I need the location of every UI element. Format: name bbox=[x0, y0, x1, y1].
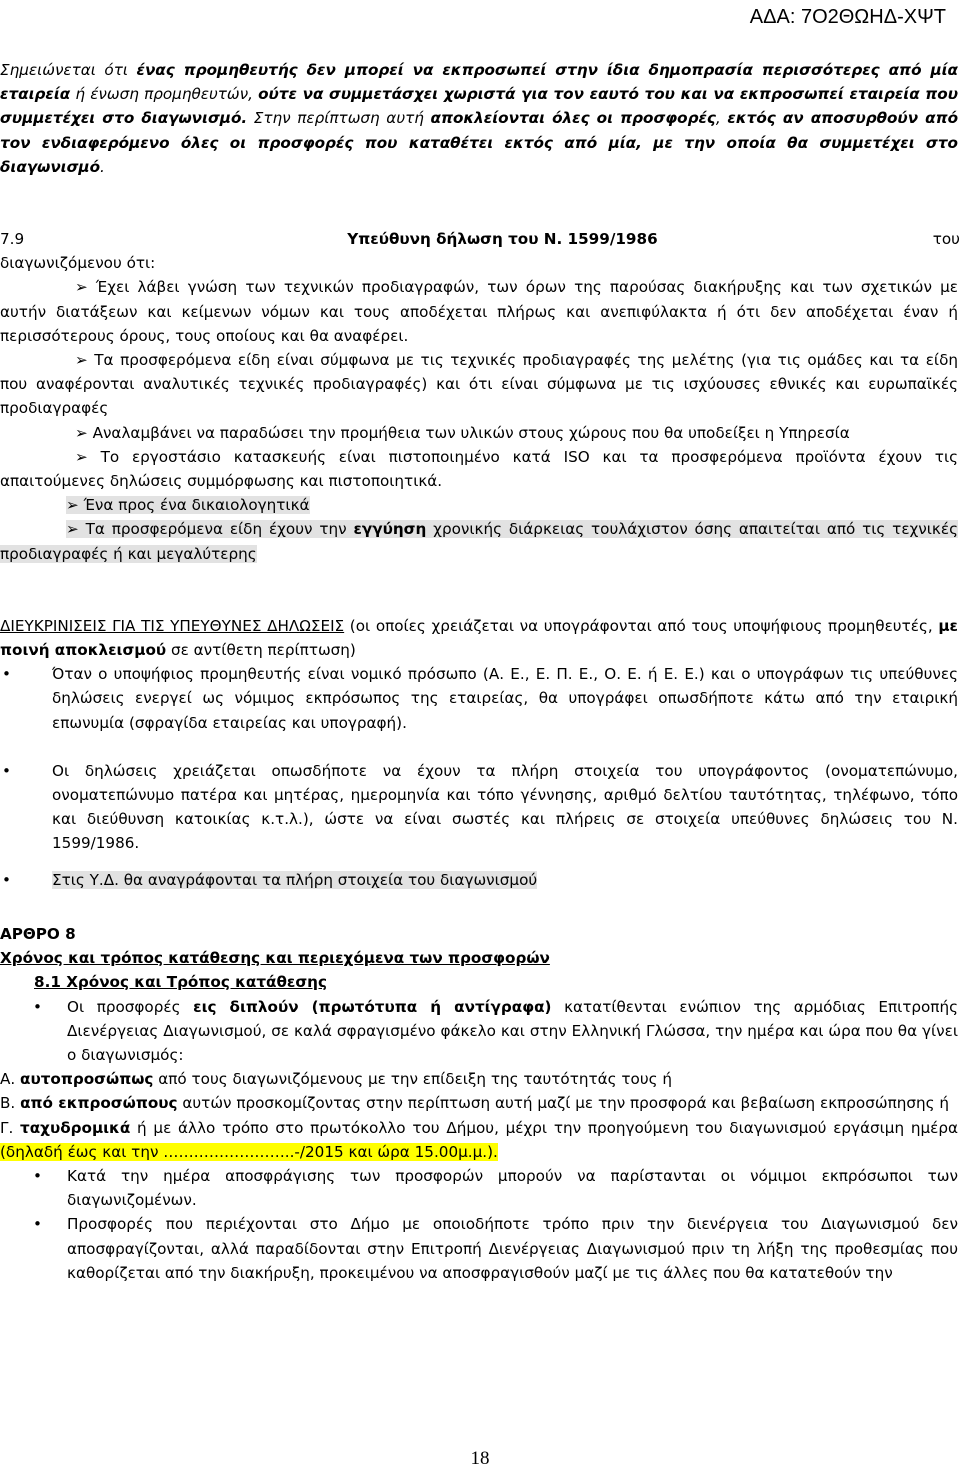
clarification-bullet: • Οι δηλώσεις χρειάζεται οπωσδήποτε να έχουν τα πλήρη στοιχεία του υπογράφοντος (ονοματεπώνυμο, ονοματεπώνυμο πατέρα και μητέρας, ημερομηνία και τόπο γέννησης, αριθμό δελτίου ταυτότητας, τηλέφωνο, τόπο και διεύθυνση κατοικίας κ.τ.λ.), ώστε να είναι σωστές και πλήρεις σε στοιχεία υπεύθυνες δηλώσεις του Ν. 1599/1986. bbox=[0, 759, 960, 856]
submission-bullet: • Οι προσφορές εις διπλούν (πρωτότυπα ή αντίγραφα) κατατίθενται ενώπιον της αρμόδιας Επιτροπής Διενέργειας Διαγωνισμού, σε καλά σφραγισμένο φάκελο και στην Ελληνική Γλώσσα, την ημέρα και ώρα που θα γίνει ο διαγωνισμός: bbox=[0, 995, 960, 1068]
page-number: 18 bbox=[470, 1448, 490, 1469]
page-body bbox=[0, 58, 960, 1285]
declaration-item: ➢ Το εργοστάσιο κατασκευής είναι πιστοποιημένο κατά ISO και τα προσφερόμενα προϊόντα έχουν τις απαιτούμενες δηλώσεις συμμόρφωσης και πιστοποιητικά. bbox=[0, 447, 958, 491]
intro-bold: εκτός αν αποσυρθούν από τον ενδιαφερόμενο όλες οι προσφορές που καταθέτει εκτός από μία, με την οποία θα συμμετέχει στο διαγωνισμό bbox=[0, 109, 959, 176]
intro-bold: ένας προμηθευτής δεν μπορεί να εκπροσωπεί στην ίδια δημοπρασία περισσότερες από μία εταιρεία bbox=[0, 61, 958, 104]
declaration-item: ➢ Αναλαμβάνει να παραδώσει την προμήθεια των υλικών στους χώρους που θα υποδείξει η Υπηρεσία bbox=[75, 423, 850, 442]
arrow-icon: ➢ bbox=[66, 496, 84, 515]
submission-bullet: • Κατά την ημέρα αποσφράγισης των προσφορών μπορούν να παρίστανται οι νόμιμοι εκπρόσωποι των διαγωνιζομένων. bbox=[0, 1164, 960, 1212]
subsection-title: 8.1 Χρόνος και Τρόπος κατάθεσης bbox=[34, 973, 327, 992]
section-title: Υπεύθυνη δήλωση του Ν. 1599/1986 bbox=[347, 230, 658, 249]
declaration-item: ➢ Έχει λάβει γνώση των τεχνικών προδιαγραφών, των όρων της παρούσας διακήρυξης και των σχετικών με αυτήν διατάξεων και κείμενων νόμων και τους αποδέχεται πλήρως και ανεπιφύλακτα ή ότι δεν αποδέχεται έναν ή περισσότερους όρους, τους οποίους και θα αναφέρει. bbox=[0, 278, 958, 345]
arrow-icon: ➢ bbox=[75, 278, 96, 297]
article-title: ΑΡΘΡΟ 8 bbox=[0, 924, 76, 943]
intro-bold: αποκλείονται όλες οι προσφορές bbox=[430, 109, 716, 128]
section-number: 7.9 bbox=[0, 230, 25, 249]
submission-bullet: • Προσφορές που περιέχονται στο Δήμο με οποιοδήποτε τρόπο πριν την διενέργεια του Διαγωνισμού δεν αποσφραγίζονται, αλλά παραδίδονται στην Επιτροπή Διενέργειας Διαγωνισμού πριν τη λήξη της προθεσμίας που καθορίζεται από την διακήρυξη, προκειμένου να αποσφραγισθούν μαζί με τις άλλες που θα κατατεθούν την bbox=[0, 1212, 960, 1285]
submission-option-b: Β. από εκπροσώπους αυτών προσκομίζοντας στην περίπτωση αυτή μαζί με την προσφορά και βεβαίωση εκπροσώπησης ή bbox=[0, 1094, 949, 1113]
intro-text: Σημειώνεται ότι bbox=[0, 61, 137, 79]
section-79-heading bbox=[0, 227, 960, 251]
submission-option-a: Α. αυτοπροσώπως από τους διαγωνιζόμενους με την επίδειξη της ταυτότητάς τους ή bbox=[0, 1070, 672, 1089]
section-79-intro: διαγωνιζόμενου ότι: bbox=[0, 254, 156, 273]
article-subtitle: Χρόνος και τρόπος κατάθεσης και περιεχόμενα των προσφορών bbox=[0, 949, 550, 968]
clarification-bullet: • Στις Υ.Δ. θα αναγράφονται τα πλήρη στοιχεία του διαγωνισμού bbox=[0, 868, 960, 892]
deadline-highlight: (δηλαδή έως και την ……………………..-/2015 και ώρα 15.00μ.μ.). bbox=[0, 1142, 498, 1161]
clarifications-heading: ΔΙΕΥΚΡΙΝΙΣΕΙΣ ΓΙΑ ΤΙΣ ΥΠΕΥΘΥΝΕΣ ΔΗΛΩΣΕΙΣ (οι οποίες χρειάζεται να υπογράφονται από τους υποψήφιους προμηθευτές, με ποινή αποκλεισμού σε αντίθετη περίπτωση) bbox=[0, 616, 958, 660]
intro-text: ή ένωση προμηθευτών, bbox=[70, 85, 259, 104]
arrow-icon: ➢ bbox=[66, 520, 86, 539]
intro-sentence-1 bbox=[0, 58, 960, 179]
intro-text: , bbox=[715, 109, 728, 128]
intro-text: . bbox=[100, 157, 105, 176]
section-title-tail: του bbox=[932, 230, 960, 249]
intro-bold: ούτε να συμμετάσχει χωριστά για τον εαυτό του και να εκπροσωπεί εταιρεία που συμμετέχει στο διαγωνισμό. bbox=[0, 85, 958, 128]
clarification-bullet: • Όταν ο υποψήφιος προμηθευτής είναι νομικό πρόσωπο (Α. Ε., Ε. Π. Ε., Ο. Ε. ή Ε. Ε.) και ο υπογράφων τις υπεύθυνες δηλώσεις ενεργεί ως νόμιμος εκπρόσωπος της εταιρείας, θα υπογράφει οπωσδήποτε κάτω από την εταιρική επωνυμία (σφραγίδα εταιρείας και υπογραφή). bbox=[0, 662, 960, 735]
declaration-item: ➢ Τα προσφερόμενα είδη είναι σύμφωνα με τις τεχνικές προδιαγραφές της μελέτης (για τις ομάδες και τα είδη που αναφέρονται αναλυτικές τεχνικές προδιαγραφές) και ότι είναι σύμφωνα με τις ισχύουσες εθνικές και ευρωπαϊκές προδιαγραφές bbox=[0, 351, 958, 418]
declaration-item: ➢ Ένα προς ένα δικαιολογητικά bbox=[66, 496, 310, 515]
intro-text: Στην περίπτωση αυτή bbox=[253, 109, 431, 128]
declaration-item: ➢ Τα προσφερόμενα είδη έχουν την εγγύηση χρονικής διάρκειας τουλάχιστον όσης απαιτείται από τις τεχνικές προδιαγραφές ή και μεγαλύτερης bbox=[0, 520, 958, 563]
arrow-icon: ➢ bbox=[75, 447, 101, 466]
submission-option-c: Γ. ταχυδρομικά ή με άλλο τρόπο στο πρωτόκολλο του Δήμου, μέχρι την προηγούμενη του διαγωνισμού εργάσιμη ημέρα (δηλαδή έως και την ……………………..-/2015 και ώρα 15.00μ.μ.). bbox=[0, 1118, 958, 1161]
ada-code: ΑΔΑ: 7Ο2ΘΩΗΔ-ΧΨΤ bbox=[749, 6, 946, 28]
arrow-icon: ➢ bbox=[75, 351, 95, 370]
arrow-icon: ➢ bbox=[75, 423, 93, 442]
